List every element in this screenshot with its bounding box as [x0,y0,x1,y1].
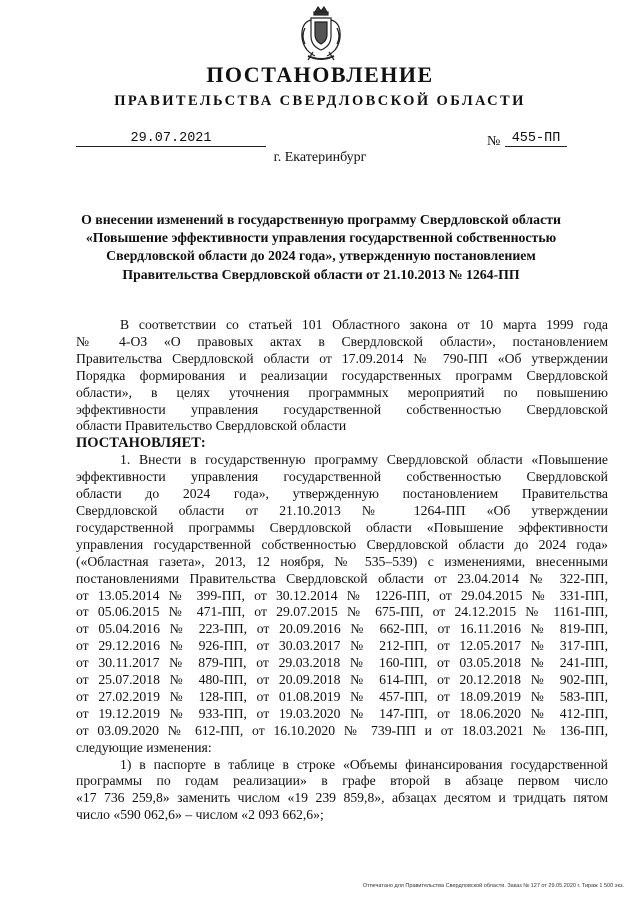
document-title [70,211,572,284]
body-line: от 03.09.2020 № 612-ПП, от 16.10.2020 № 739-ПП и от 18.03.2021 № 136-ПП, [76,722,608,738]
resolution-keyword: ПОСТАНОВЛЯЕТ: [76,435,206,452]
body-line: Правительства Свердловской области от 17.09.2014 № 790-ПП «Об утверждении [76,350,608,366]
body-line: области», в целях уточнения программных мероприятий по повышению [76,384,608,400]
body-line: от 05.06.2015 № 471-ПП, от 29.07.2015 № 675-ПП, от 24.12.2015 № 1161-ПП, [76,604,608,620]
body-line: от 05.04.2016 № 223-ПП, от 20.09.2016 № 662-ПП, от 16.11.2016 № 819-ПП, [76,621,608,637]
body-line: от 13.05.2014 № 399-ПП, от 30.12.2014 № 1226-ПП, от 29.04.2015 № 331-ПП, [76,587,608,603]
body-line: эффективности управления государственной собственностью Свердловской [76,401,608,417]
body-line: № 4-ОЗ «О правовых актах в Свердловской области», постановлением [76,333,608,349]
print-footer: Отпечатано для Правительства Свердловской области. Заказ № 127 от 29.05.2020 г. Тираж 1 500 экз. [362,883,624,889]
title-line: О внесении изменений в государственную программу Свердловской области [81,212,561,227]
body-line: («Областная газета», 2013, 12 ноября, № 535–539) с изменениями, внесенными [76,553,608,569]
issuing-authority-heading: ПРАВИТЕЛЬСТВА СВЕРДЛОВСКОЙ ОБЛАСТИ [114,93,526,109]
body-line: 1. Внести в государственную программу Свердловской области «Повышение [120,452,608,468]
body-line: Порядка формирования и реализации государственных программ Свердловской [76,367,608,383]
title-line: Свердловской области до 2024 года», утвержденную постановлением [106,248,536,264]
body-line: области до 2024 года», утвержденную постановлением Правительства [76,486,608,502]
body-line: В соответствии со статьей 101 Областного закона от 10 марта 1999 года [120,317,608,332]
body-line: «17 736 259,8» заменить числом «19 239 859,8», абзацах десятом и тридцать пятом [76,790,608,806]
body-line: эффективности управления государственной собственностью Свердловской [76,469,608,485]
body-line: следующие изменения: [76,739,212,755]
body-line: государственной программы Свердловской области «Повышение эффективности [76,519,608,535]
body-line: от 30.11.2017 № 879-ПП, от 29.03.2018 № 160-ПП, от 03.05.2018 № 241-ПП, [76,655,608,671]
body-line: управления государственной собственностью Свердловской области до 2024 года» [76,536,608,552]
body-line: области Правительство Свердловской области [76,418,347,434]
body-line: программы по годам реализации» в графе второй в абзаце первом число [76,773,608,789]
document-type-heading: ПОСТАНОВЛЕНИЕ [206,62,434,87]
body-line: число «590 062,6» – числом «2 093 662,6»; [76,807,324,823]
title-line: «Повышение эффективности управления государственной собственностью [85,230,557,246]
coat-of-arms-emblem [299,6,343,64]
body-line: от 25.07.2018 № 480-ПП, от 20.09.2018 № 614-ПП, от 20.12.2018 № 902-ПП, [76,672,608,688]
document-number: 455-ПП [505,131,567,147]
city-line: г. Екатеринбург [273,150,367,165]
body-line: от 27.02.2019 № 128-ПП, от 01.08.2019 № 457-ПП, от 18.09.2019 № 583-ПП, [76,688,608,704]
document-body [76,317,608,824]
body-line: 1) в паспорте в таблице в строке «Объемы финансирования государственной [120,756,608,772]
number-sign: № [487,134,501,149]
body-line: постановлениями Правительства Свердловской области от 23.04.2014 № 322-ПП, [76,570,608,586]
body-line: от 29.12.2016 № 926-ПП, от 30.03.2017 № 212-ПП, от 12.05.2017 № 317-ПП, [76,638,608,654]
document-date: 29.07.2021 [76,131,266,147]
body-line: от 19.12.2019 № 933-ПП, от 19.03.2020 № 147-ПП, от 18.06.2020 № 412-ПП, [76,705,608,721]
title-line: Правительства Свердловской области от 21.10.2013 № 1264-ПП [122,266,520,282]
body-line: Свердловской области от 21.10.2013 № 1264-ПП «Об утверждении [76,502,608,518]
